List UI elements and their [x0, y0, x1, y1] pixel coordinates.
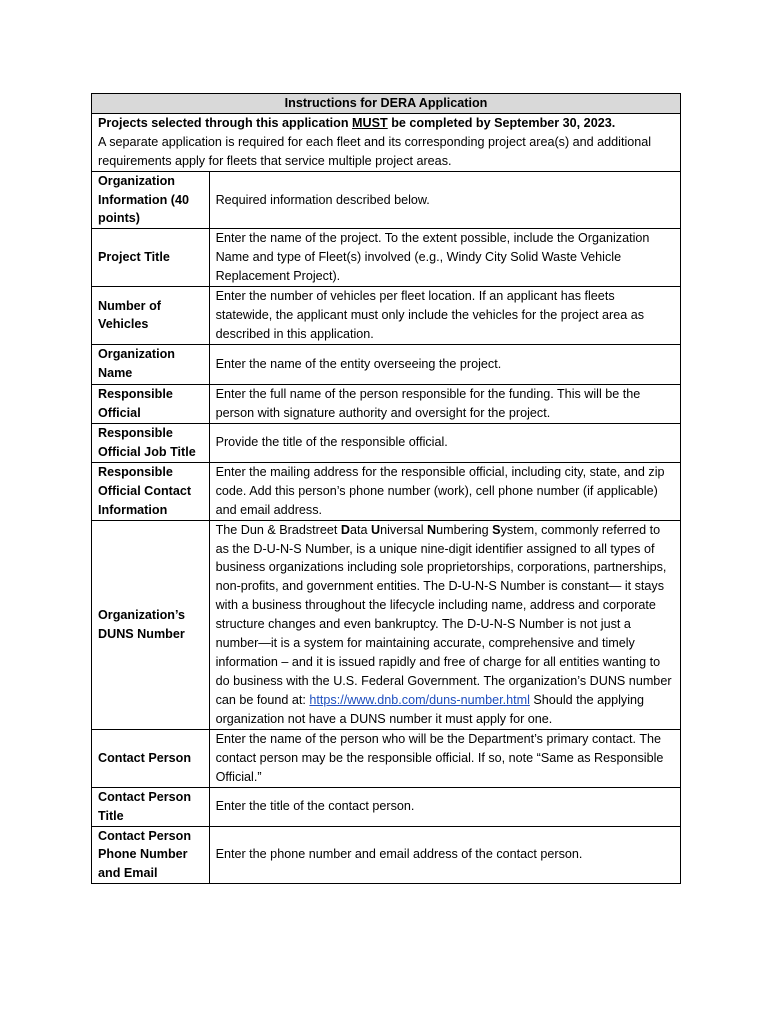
field-label: Responsible Official Job Title [92, 423, 210, 462]
field-description: Enter the name of the project. To the extent possible, include the Organization Name and type of Fleet(s) involved (e.g., Windy City Solid Waste Vehicle Replacement Project). [209, 229, 680, 287]
table-title: Instructions for DERA Application [92, 94, 681, 114]
duns-text: umbering [436, 522, 493, 537]
table-row-duns [92, 520, 681, 729]
duns-acronym-letter: U [371, 522, 381, 537]
field-label: Project Title [92, 229, 210, 287]
field-label: Number of Vehicles [92, 287, 210, 345]
field-description [209, 520, 680, 729]
field-description: Enter the number of vehicles per fleet location. If an applicant has fleets statewide, the applicant must only include the vehicles for the project area as described in this application. [209, 287, 680, 345]
deadline-text-end: be completed by September 30, 2023. [387, 115, 616, 130]
field-label: Contact Person [92, 729, 210, 787]
field-description: Enter the phone number and email address of the contact person. [209, 826, 680, 884]
table-row [92, 826, 681, 884]
field-description: Enter the name of the person who will be the Department’s primary contact. The contact person may be the responsible official. If so, note “Same as Responsible Official.” [209, 729, 680, 787]
intro-cell [92, 113, 681, 171]
field-label: Contact Person Phone Number and Email [92, 826, 210, 884]
duns-text: ata [350, 522, 372, 537]
field-description: Enter the name of the entity overseeing the project. [209, 344, 680, 384]
duns-text: ystem [500, 522, 535, 537]
deadline-emphasis: MUST [352, 115, 388, 130]
table-row [92, 171, 681, 229]
instructions-table [91, 93, 681, 884]
field-description: Required information described below. [209, 171, 680, 229]
field-label: Responsible Official [92, 384, 210, 423]
title-row [92, 94, 681, 114]
separate-application-note: A separate application is required for each fleet and its corresponding project area(s) and additional requirements apply for fleets that service multiple project areas. [98, 134, 652, 168]
field-label: Organization’s DUNS Number [92, 520, 210, 729]
table-row [92, 423, 681, 462]
field-label: Contact Person Title [92, 787, 210, 826]
duns-text: niversal [380, 522, 428, 537]
duns-acronym-letter: D [340, 522, 350, 537]
duns-text: Should the applying organization not have a DUNS number it must apply for one. [215, 692, 645, 726]
table-row [92, 787, 681, 826]
deadline-text-start: Projects selected through this application [98, 115, 353, 130]
duns-acronym-letter: N [427, 522, 437, 537]
duns-text: The Dun & Bradstreet [215, 522, 341, 537]
table-row [92, 229, 681, 287]
deadline-statement [98, 114, 674, 133]
duns-link[interactable]: https://www.dnb.com/duns-number.html [309, 692, 530, 707]
table-row [92, 729, 681, 787]
field-description: Provide the title of the responsible official. [209, 423, 680, 462]
field-label: Organization Information (40 points) [92, 171, 210, 229]
table-row [92, 462, 681, 520]
intro-row [92, 113, 681, 171]
field-description: Enter the title of the contact person. [209, 787, 680, 826]
field-description: Enter the mailing address for the responsible official, including city, state, and zip code. Add this person’s phone number (work), cell phone number (if applicable) and email address. [209, 462, 680, 520]
field-description: Enter the full name of the person responsible for the funding. This will be the person with signature authority and oversight for the project. [209, 384, 680, 423]
duns-text: , commonly referred to as the D-U-N-S Number, is a unique nine-digit identifier assigned to all types of business organizations including sole proprietorships, corporations, partnerships, non-profits, and government entities. The D-U-N-S Number is constant— it stays with a business throughout the lifecycle including name, address and corporate structure changes and even bankruptcy. The D-U-N-S Number is not just a number—it is a system for maintaining accurate, comprehensive and timely information – and it is issued rapidly and free of charge for all entities wanting to do business with the U.S. Federal Government. The organization’s DUNS number can be found at: [215, 522, 672, 707]
table-row [92, 344, 681, 384]
field-label: Responsible Official Contact Information [92, 462, 210, 520]
table-row [92, 287, 681, 345]
field-label: Organization Name [92, 344, 210, 384]
table-row [92, 384, 681, 423]
duns-acronym-letter: S [492, 522, 501, 537]
